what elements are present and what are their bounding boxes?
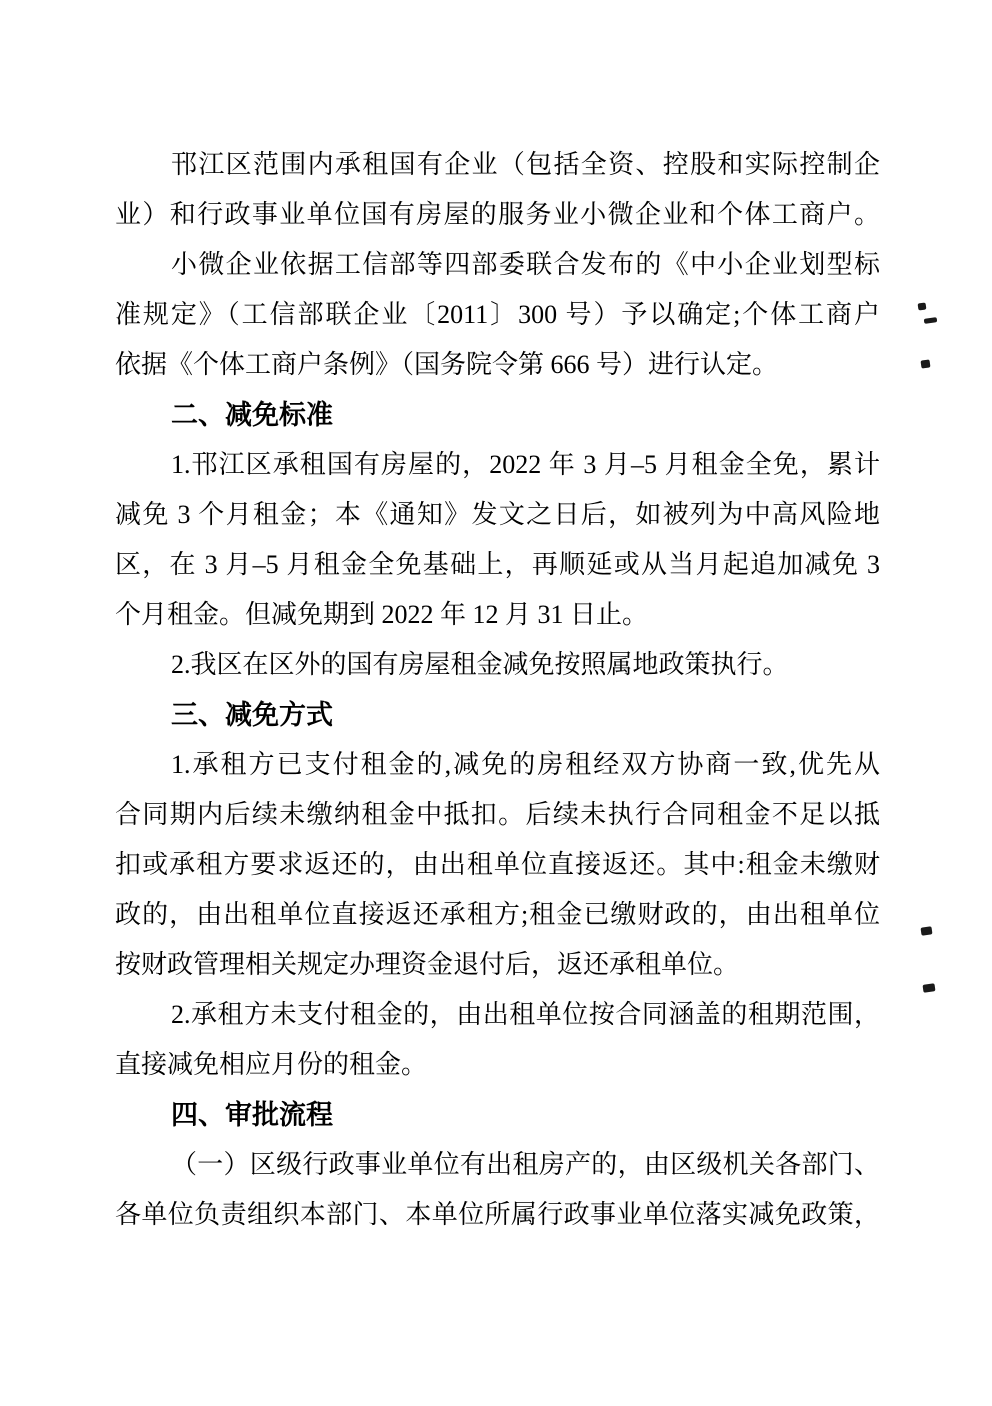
text-line: 区，在 3 月–5 月租金全免基础上，再顺延或从当月起追加减免 3 xyxy=(115,550,880,579)
standard-item-1 xyxy=(115,440,880,640)
text-line: 业）和行政事业单位国有房屋的服务业小微企业和个体工商户。 xyxy=(115,200,880,229)
text-line: 小微企业依据工信部等四部委联合发布的《中小企业划型标 xyxy=(171,250,880,279)
document-body xyxy=(115,140,880,1240)
section-3-heading xyxy=(115,690,880,740)
text-line: 合同期内后续未缴纳租金中抵扣。后续未执行合同租金不足以抵 xyxy=(115,800,880,829)
text-line: 政的，由出租单位直接返还承租方;租金已缴财政的，由出租单位 xyxy=(115,900,880,929)
ink-speck xyxy=(924,317,938,324)
section-2-heading xyxy=(115,390,880,440)
text-line: 扣或承租方要求返还的，由出租单位直接返还。其中:租金未缴财 xyxy=(115,850,880,879)
ink-speck xyxy=(920,359,930,368)
ink-speck xyxy=(918,302,927,310)
text-line: 1.邗江区承租国有房屋的，2022 年 3 月–5 月租金全免，累计 xyxy=(171,450,880,479)
text-line: 个月租金。但减免期到 2022 年 12 月 31 日止。 xyxy=(115,600,649,629)
text-line: 四、审批流程 xyxy=(171,1100,333,1130)
text-line: 减免 3 个月租金；本《通知》发文之日后，如被列为中高风险地 xyxy=(115,500,880,529)
text-line: 直接减免相应月份的租金。 xyxy=(115,1050,428,1079)
text-line: 二、减免标准 xyxy=(171,400,333,430)
text-line: 邗江区范围内承租国有企业（包括全资、控股和实际控制企 xyxy=(171,150,880,179)
text-line: 1.承租方已支付租金的,减免的房租经双方协商一致,优先从 xyxy=(171,750,880,779)
definition-paragraph xyxy=(115,240,880,390)
ink-speck xyxy=(920,926,932,935)
standard-item-2 xyxy=(115,640,880,690)
text-line: 按财政管理相关规定办理资金退付后，返还承租单位。 xyxy=(115,950,740,979)
section-4-heading xyxy=(115,1090,880,1140)
text-line: 三、减免方式 xyxy=(171,700,333,730)
text-line: 2.承租方未支付租金的，由出租单位按合同涵盖的租期范围， xyxy=(171,1000,880,1029)
method-item-1 xyxy=(115,740,880,990)
scope-paragraph xyxy=(115,140,880,240)
text-line: 各单位负责组织本部门、本单位所属行政事业单位落实减免政策， xyxy=(115,1200,880,1229)
method-item-2 xyxy=(115,990,880,1090)
text-line: 2.我区在区外的国有房屋租金减免按照属地政策执行。 xyxy=(171,650,789,679)
text-line: （一）区级行政事业单位有出租房产的，由区级机关各部门、 xyxy=(171,1150,880,1179)
approval-item-1 xyxy=(115,1140,880,1240)
ink-speck xyxy=(923,983,936,993)
text-line: 依据《个体工商户条例》（国务院令第 666 号）进行认定。 xyxy=(115,350,779,379)
text-line: 准规定》（工信部联企业〔2011〕300 号）予以确定;个体工商户 xyxy=(115,300,880,329)
